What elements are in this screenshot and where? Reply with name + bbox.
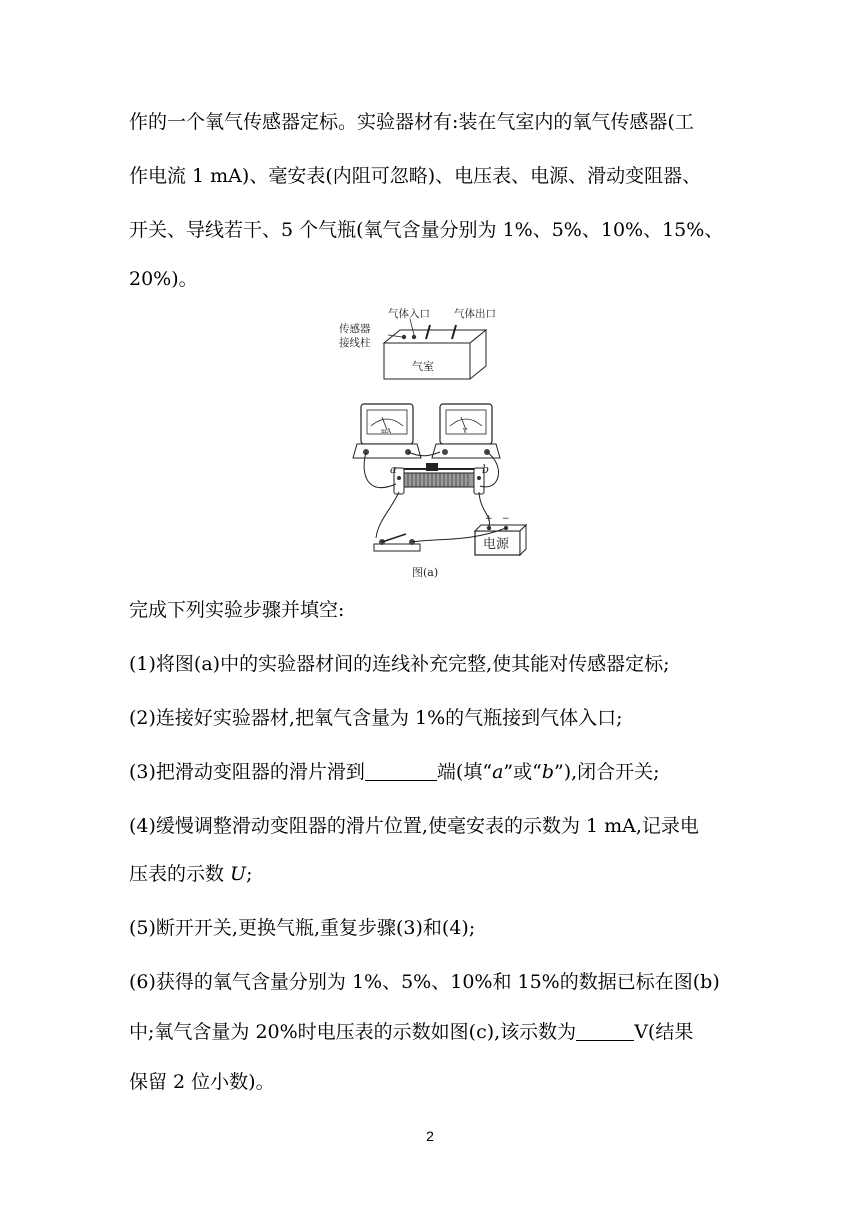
label-chamber: 气室 <box>412 360 434 373</box>
step-1: (1)将图(a)中的实验器材间的连线补充完整,使其能对传感器定标; <box>129 653 670 675</box>
gas-chamber <box>384 325 486 379</box>
step-6-text-a: 中;氧气含量为 20%时电压表的示数如图(c),该示数为 <box>129 1021 577 1043</box>
label-mA: mA <box>381 428 392 435</box>
task-heading: 完成下列实验步骤并填空: <box>129 599 345 621</box>
circuit-diagram <box>330 306 534 584</box>
label-minus: − <box>502 514 510 524</box>
step-2: (2)连接好实验器材,把氧气含量为 1%的气瓶接到气体入口; <box>129 707 623 729</box>
label-power: 电源 <box>483 537 510 552</box>
step-3-var-b: b <box>541 761 554 783</box>
step-6-line-2 <box>129 1020 693 1044</box>
switch <box>374 534 420 551</box>
intro-line-4: 20%)。 <box>129 268 198 290</box>
label-gas-out: 气体出口 <box>454 308 496 320</box>
step-4-text-a: 压表的示数 <box>129 863 231 885</box>
step-3-text-a: (3)把滑动变阻器的滑片滑到 <box>129 761 365 783</box>
step-6-text-b: V(结果 <box>634 1021 694 1043</box>
step-3 <box>129 760 660 784</box>
intro-line-1: 作的一个氧气传感器定标。实验器材有:装在气室内的氧气传感器(工 <box>129 111 694 133</box>
step-5: (5)断开开关,更换气瓶,重复步骤(3)和(4); <box>129 917 476 939</box>
step-4-line-2 <box>129 862 252 886</box>
label-V: V <box>463 428 468 435</box>
label-gas-in: 气体入口 <box>388 308 430 320</box>
step-3-var-a: a <box>492 761 504 783</box>
label-sensor-2: 接线柱 <box>339 337 371 349</box>
page-number: 2 <box>426 1128 434 1144</box>
label-plus: + <box>485 514 493 524</box>
answer-blank-voltage[interactable] <box>576 1022 634 1041</box>
step-3-text-b: 端(填“ <box>436 761 493 783</box>
figure-caption: 图(a) <box>412 566 439 579</box>
step-4-line-1: (4)缓慢调整滑动变阻器的滑片位置,使毫安表的示数为 1 mA,记录电 <box>129 815 699 837</box>
step-6-line-1: (6)获得的氧气含量分别为 1%、5%、10%和 15%的数据已标在图(b) <box>129 971 720 993</box>
figure-a <box>330 306 534 584</box>
intro-line-3: 开关、导线若干、5 个气瓶(氧气含量分别为 1%、5%、10%、15%、 <box>129 219 724 241</box>
step-3-text-d: ”),闭合开关; <box>554 761 660 783</box>
label-b: b <box>482 463 490 476</box>
intro-line-2: 作电流 1 mA)、毫安表(内阻可忽略)、电压表、电源、滑动变阻器、 <box>129 165 702 187</box>
answer-blank-endpoint[interactable] <box>365 762 437 781</box>
step-4-text-b: ; <box>246 863 253 885</box>
step-3-text-c: ”或“ <box>503 761 542 783</box>
step-4-var-U: U <box>230 863 247 885</box>
label-sensor-1: 传感器 <box>339 323 371 335</box>
label-a: a <box>390 463 397 476</box>
rheostat <box>394 463 484 494</box>
step-6-line-3: 保留 2 位小数)。 <box>129 1071 275 1093</box>
